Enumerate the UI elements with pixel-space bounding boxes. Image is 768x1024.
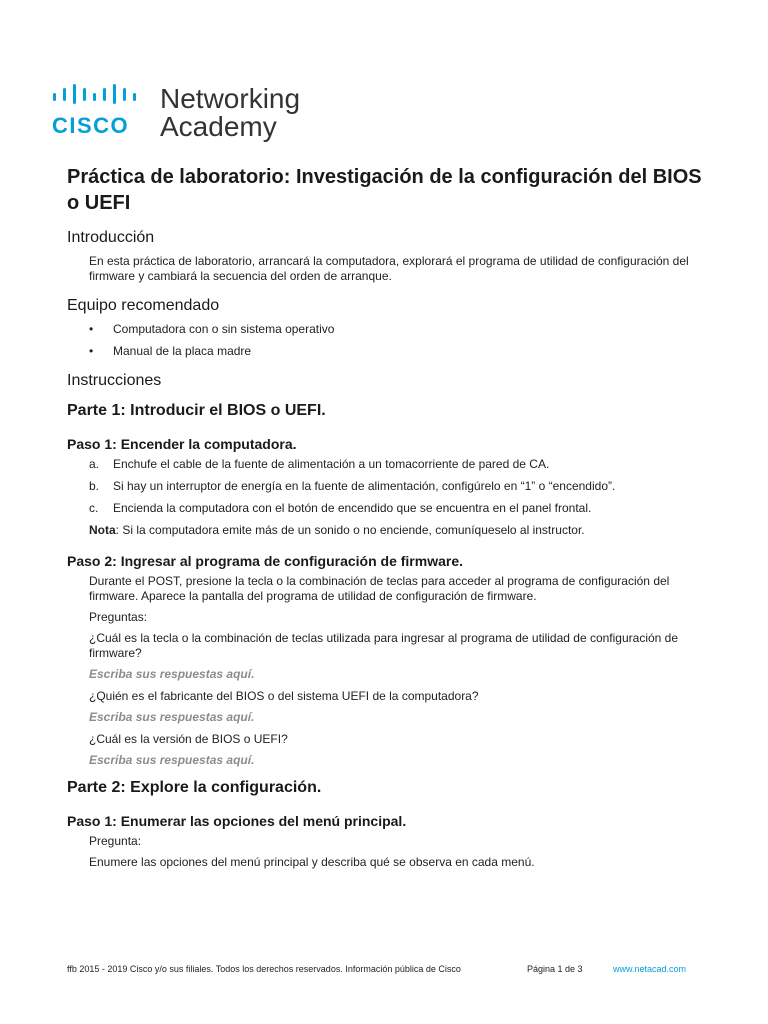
- list-letter: a.: [89, 457, 100, 471]
- question-2: ¿Quién es el fabricante del BIOS o del sistema UEFI de la computadora?: [89, 689, 479, 703]
- intro-heading: Introducción: [67, 229, 155, 246]
- part1-step1-heading: Paso 1: Encender la computadora.: [67, 436, 297, 452]
- note-text: : Si la computadora emite más de un sonido o no enciende, comuníqueselo al instructor.: [115, 523, 585, 537]
- list-item-text: Computadora con o sin sistema operativo: [113, 322, 335, 336]
- list-item: [89, 479, 707, 494]
- part1-heading: Parte 1: Introducir el BIOS o UEFI.: [67, 402, 326, 419]
- list-item-text: Si hay un interruptor de energía en la fuente de alimentación, configúrelo en “1” o “encendido”.: [113, 479, 616, 493]
- bullet-icon: •: [89, 322, 94, 336]
- list-item: [89, 322, 707, 337]
- part2-step1-heading: Paso 1: Enumerar las opciones del menú principal.: [67, 813, 407, 829]
- part1-step2-heading: Paso 2: Ingresar al programa de configuración de firmware.: [67, 553, 464, 569]
- answer-field-2[interactable]: Escriba sus respuestas aquí.: [89, 710, 255, 724]
- part2-heading: Parte 2: Explore la configuración.: [67, 779, 322, 796]
- footer-page-number: Página 1 de 3: [527, 964, 583, 974]
- intro-text: En esta práctica de laboratorio, arrancará la computadora, explorará el programa de utilidad de configuración del firmware y cambiará la secuencia del orden de arranque.: [89, 254, 689, 283]
- answer-field-1[interactable]: Escriba sus respuestas aquí.: [89, 667, 255, 681]
- equipment-list: [67, 322, 707, 359]
- answer-field-3[interactable]: Escriba sus respuestas aquí.: [89, 753, 255, 767]
- list-letter: c.: [89, 501, 99, 515]
- step1-list: [67, 457, 707, 516]
- logo-networking-text: Networking: [160, 83, 301, 114]
- instructions-heading: Instrucciones: [67, 372, 162, 389]
- cisco-networking-academy-logo: [52, 84, 312, 140]
- cisco-bars-icon: [52, 84, 142, 106]
- logo-academy-text: Academy: [160, 111, 277, 142]
- question-label: Pregunta:: [89, 834, 142, 848]
- equipment-heading: Equipo recomendado: [67, 297, 220, 314]
- list-item: [89, 457, 707, 472]
- list-letter: b.: [89, 479, 100, 493]
- footer-website-link[interactable]: www.netacad.com: [613, 964, 687, 974]
- bullet-icon: •: [89, 344, 94, 358]
- document-body: [67, 164, 707, 876]
- question-1: ¿Cuál es la tecla o la combinación de teclas utilizada para ingresar al programa de utilidad de configuración de firmware?: [89, 631, 679, 660]
- page-title: Práctica de laboratorio: Investigación de la configuración del BIOS o UEFI: [67, 166, 702, 214]
- part2-step1-text: Enumere las opciones del menú principal y describa qué se observa en cada menú.: [89, 855, 535, 869]
- list-item: [89, 344, 707, 359]
- step2-text: Durante el POST, presione la tecla o la combinación de teclas para acceder al programa de configuración del firmware. Aparece la pantalla del programa de utilidad de configuración de firmware.: [89, 574, 670, 603]
- note: [89, 523, 707, 538]
- list-item: [89, 501, 707, 516]
- question-3: ¿Cuál es la versión de BIOS o UEFI?: [89, 732, 288, 746]
- questions-label: Preguntas:: [89, 610, 148, 624]
- note-label: Nota: [89, 523, 116, 537]
- list-item-text: Manual de la placa madre: [113, 344, 252, 358]
- footer-copyright: ffb 2015 - 2019 Cisco y/o sus filiales. Todos los derechos reservados. Información pública de Cisco: [67, 964, 461, 974]
- list-item-text: Encienda la computadora con el botón de encendido que se encuentra en el panel frontal.: [113, 501, 592, 515]
- cisco-wordmark: CISCO: [52, 113, 130, 138]
- page-footer: [67, 964, 707, 978]
- list-item-text: Enchufe el cable de la fuente de alimentación a un tomacorriente de pared de CA.: [113, 457, 550, 471]
